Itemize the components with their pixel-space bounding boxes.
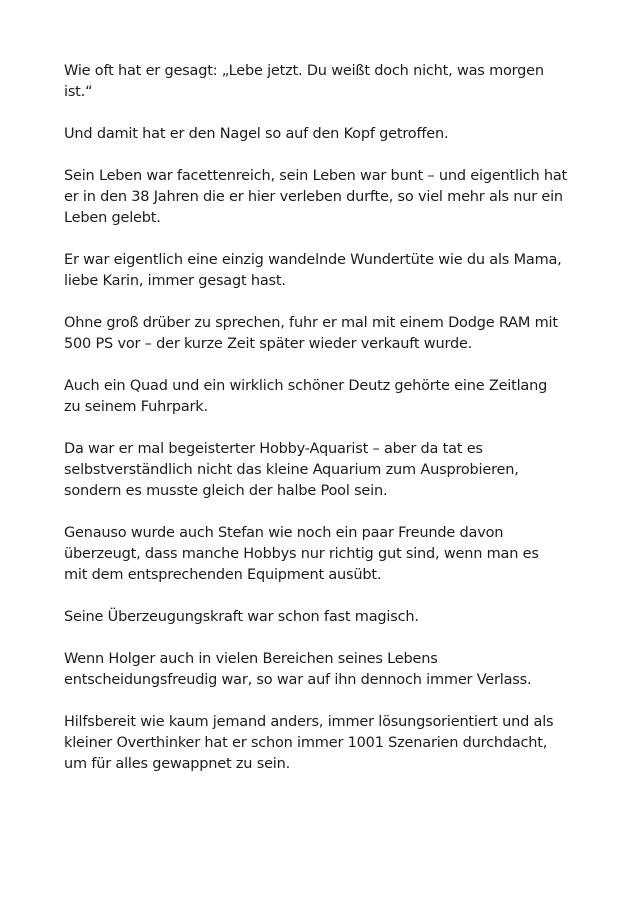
text-line: Seine Überzeugungskraft war schon fast magisch. <box>64 609 419 625</box>
paragraph-1 <box>64 61 578 103</box>
paragraph-8 <box>64 523 578 586</box>
text-line: entscheidungsfreudig war, so war auf ihn dennoch immer Verlass. <box>64 672 532 688</box>
paragraph-2 <box>64 124 578 145</box>
text-line: Genauso wurde auch Stefan wie noch ein paar Freunde davon <box>64 525 504 541</box>
paragraph-4 <box>64 250 578 292</box>
text-line: zu seinem Fuhrpark. <box>64 399 208 415</box>
text-line: Wie oft hat er gesagt: „Lebe jetzt. Du weißt doch nicht, was morgen <box>64 63 544 79</box>
text-line: selbstverständlich nicht das kleine Aquarium zum Ausprobieren, <box>64 462 519 478</box>
text-line: Er war eigentlich eine einzig wandelnde Wundertüte wie du als Mama, <box>64 252 562 268</box>
text-line: Sein Leben war facettenreich, sein Leben war bunt – und eigentlich hat <box>64 168 568 184</box>
paragraph-9 <box>64 607 578 628</box>
text-line: Da war er mal begeisterter Hobby-Aquarist – aber da tat es <box>64 441 483 457</box>
text-line: Hilfsbereit wie kaum jemand anders, immer lösungsorientiert und als <box>64 714 554 730</box>
text-line: Wenn Holger auch in vielen Bereichen seines Lebens <box>64 651 438 667</box>
text-line: um für alles gewappnet zu sein. <box>64 756 291 772</box>
text-line: überzeugt, dass manche Hobbys nur richtig gut sind, wenn man es <box>64 546 539 562</box>
text-line: kleiner Overthinker hat er schon immer 1001 Szenarien durchdacht, <box>64 735 548 751</box>
text-line: mit dem entsprechenden Equipment ausübt. <box>64 567 382 583</box>
text-line: ist.“ <box>64 84 93 100</box>
paragraph-5 <box>64 313 578 355</box>
text-line: Leben gelebt. <box>64 210 161 226</box>
paragraph-7 <box>64 439 578 502</box>
text-line: er in den 38 Jahren die er hier verleben durfte, so viel mehr als nur ein <box>64 189 563 205</box>
paragraph-10 <box>64 649 578 691</box>
paragraph-11 <box>64 712 578 775</box>
text-line: 500 PS vor – der kurze Zeit später wieder verkauft wurde. <box>64 336 473 352</box>
paragraph-3 <box>64 166 578 229</box>
text-line: Auch ein Quad und ein wirklich schöner Deutz gehörte eine Zeitlang <box>64 378 548 394</box>
paragraph-6 <box>64 376 578 418</box>
text-line: sondern es musste gleich der halbe Pool sein. <box>64 483 388 499</box>
text-line: Ohne groß drüber zu sprechen, fuhr er mal mit einem Dodge RAM mit <box>64 315 558 331</box>
document-body <box>64 61 578 796</box>
text-line: liebe Karin, immer gesagt hast. <box>64 273 286 289</box>
text-line: Und damit hat er den Nagel so auf den Kopf getroffen. <box>64 126 449 142</box>
